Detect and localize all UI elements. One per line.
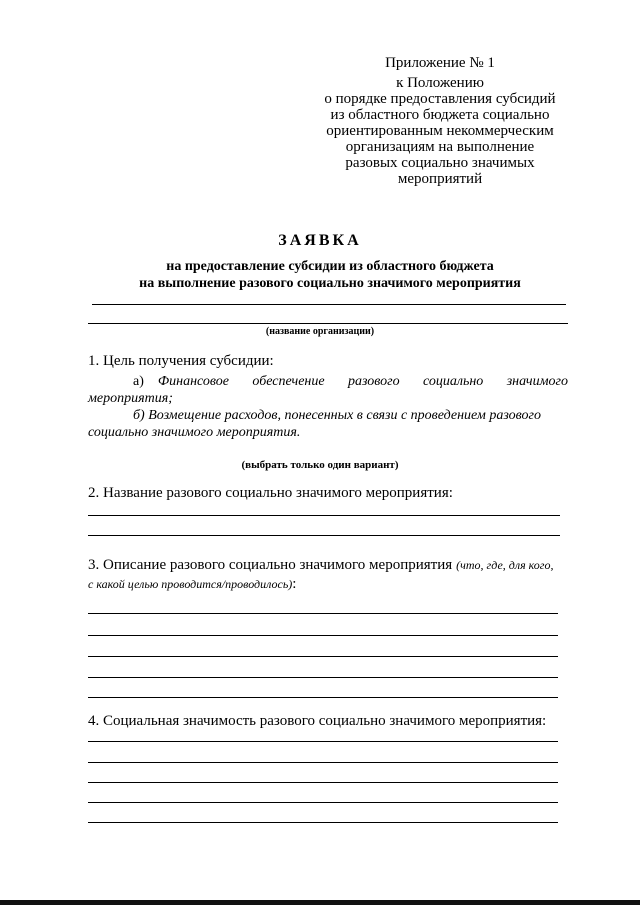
subtitle-line-2: на выполнение разового социально значимого мероприятия (139, 276, 521, 291)
org-name-line[interactable] (92, 304, 566, 305)
appendix-number: Приложение № 1 (385, 55, 495, 71)
appendix-line: организациям на выполнение (345, 139, 535, 155)
org-name-caption: (название организации) (265, 326, 375, 337)
section1-option-a[interactable] (88, 373, 568, 407)
section1-option-b[interactable] (88, 407, 568, 441)
document-subtitle (80, 258, 580, 292)
scan-bottom-edge (0, 900, 640, 905)
section4-line[interactable] (88, 822, 558, 823)
option-a-text: Финансовое обеспечение разового социально значимого (157, 374, 568, 389)
section4-line[interactable] (88, 762, 558, 763)
option-b-text: б) Возмещение расходов, понесенных в связи с проведением разового (133, 408, 541, 423)
appendix-line: о порядке предоставления субсидий (324, 91, 556, 107)
appendix-line: из областного бюджета социально (330, 107, 550, 123)
section3-hint-cont: с какой целью проводится/проводилось) (88, 577, 293, 591)
document-title: ЗАЯВКА (278, 232, 362, 249)
section3-line[interactable] (88, 697, 558, 698)
appendix-line: разовых социально значимых (345, 155, 535, 171)
org-name-line[interactable] (88, 323, 568, 324)
subtitle-line-1: на предоставление субсидии из областного бюджета (166, 259, 494, 274)
appendix-line: мероприятий (397, 171, 483, 187)
section3-line[interactable] (88, 656, 558, 657)
section2-line[interactable] (88, 515, 560, 516)
appendix-line: к Положению (396, 75, 484, 91)
section1-heading: 1. Цель получения субсидии: (88, 353, 274, 369)
section4-line[interactable] (88, 802, 558, 803)
option-b-text-cont: социально значимого мероприятия. (88, 425, 301, 440)
section3-heading-row (88, 556, 568, 574)
section3-hint-row (88, 575, 296, 593)
section3-line[interactable] (88, 613, 558, 614)
appendix-block (300, 55, 580, 187)
section4-heading: 4. Социальная значимость разового социально значимого мероприятия: (88, 713, 547, 729)
option-a-text-cont: мероприятия; (88, 391, 173, 406)
section3-hint: (что, где, для кого, (456, 558, 554, 572)
option-a-marker: а) (133, 374, 144, 389)
section4-line[interactable] (88, 741, 558, 742)
section3-heading: 3. Описание разового социально значимого мероприятия (88, 557, 453, 573)
section3-hint-suffix: : (292, 576, 297, 592)
section4-line[interactable] (88, 782, 558, 783)
appendix-line: ориентированным некоммерческим (326, 123, 554, 139)
section2-line[interactable] (88, 535, 560, 536)
section1-note: (выбрать только один вариант) (241, 459, 399, 471)
section2-heading: 2. Название разового социально значимого мероприятия: (88, 485, 453, 501)
section3-line[interactable] (88, 635, 558, 636)
section3-line[interactable] (88, 677, 558, 678)
